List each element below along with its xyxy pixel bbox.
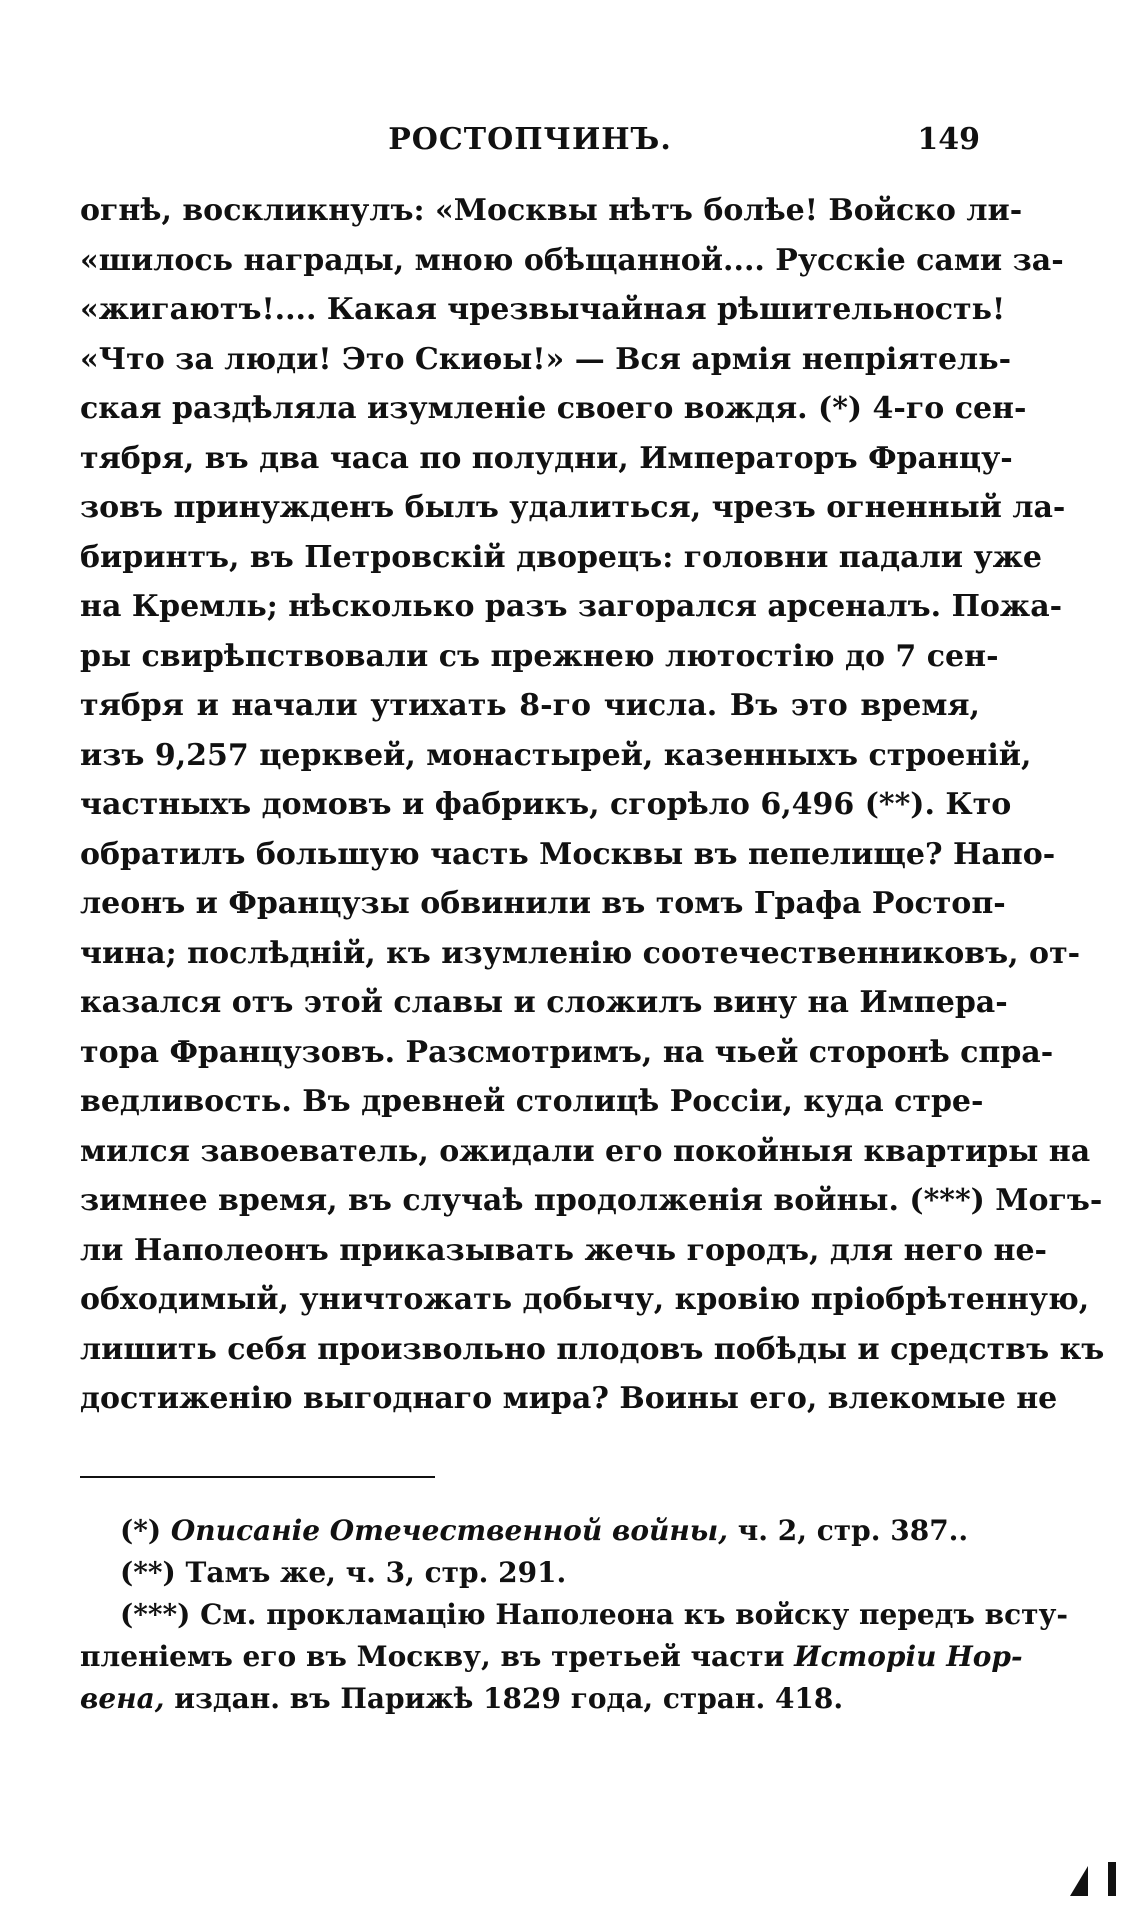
text-line: ры свирѣпствовали съ прежнею лютостію до 7 сен- bbox=[80, 638, 999, 674]
text-line: на Кремль; нѣсколько разъ загорался арсеналъ. Пожа- bbox=[80, 589, 1063, 624]
footnote-2-mark: (**) bbox=[120, 1556, 176, 1589]
text-line: тября и начали утихать 8-го числа. Въ это время, bbox=[80, 688, 980, 723]
text-line: обходимый, уничтожать добычу, кровію пріобрѣтенную, bbox=[80, 1282, 1090, 1317]
text-line: зовъ принужденъ былъ удалиться, чрезъ огненный ла- bbox=[80, 490, 1066, 525]
scan-corner-mark bbox=[1070, 1862, 1122, 1896]
page-number: 149 bbox=[917, 122, 980, 157]
text-line: зимнее время, въ случаѣ продолженія войны. (***) Могъ- bbox=[80, 1183, 1103, 1218]
text-line: ская раздѣляла изумленіе своего вождя. (*) 4-го сен- bbox=[80, 391, 1027, 426]
footnote-3-line-1: (***) См. прокламацію Наполеона къ войску передъ всту- bbox=[120, 1598, 1069, 1631]
footnote-1-rest: ч. 2, стр. 387.. bbox=[737, 1514, 969, 1547]
footnote-3-book-title: Исторіи Нор- bbox=[794, 1640, 1023, 1673]
body-text bbox=[80, 186, 1105, 1424]
text-line: тора Французовъ. Разсмотримъ, на чьей сторонѣ спра- bbox=[80, 1034, 1054, 1070]
running-title: РОСТОПЧИНЪ. bbox=[388, 122, 672, 157]
text-line: биринтъ, въ Петровскій дворецъ: головни падали уже bbox=[80, 539, 1043, 575]
text-line: «Что за люди! Это Скиѳы!» — Вся армія непріятель- bbox=[80, 341, 1012, 377]
text-line: чина; послѣдній, къ изумленію соотечественниковъ, от- bbox=[80, 935, 1081, 971]
footnote-3-line-2-text: пленіемъ его въ Москву, въ третьей части bbox=[80, 1640, 785, 1673]
text-line: обратилъ большую часть Москвы въ пепелище? Напо- bbox=[80, 836, 1056, 872]
text-line: лишить себя произвольно плодовъ побѣды и средствъ къ bbox=[80, 1331, 1105, 1367]
footnote-1 bbox=[80, 1510, 980, 1552]
footnote-3-line-3 bbox=[80, 1678, 980, 1720]
footnote-3-line-3-text: издан. въ Парижѣ 1829 года, стран. 418. bbox=[174, 1682, 844, 1715]
text-line: казался отъ этой славы и сложилъ вину на Импера- bbox=[80, 985, 1008, 1020]
footnote-1-mark: (*) bbox=[120, 1514, 162, 1547]
text-line: изъ 9,257 церквей, монастырей, казенныхъ строеній, bbox=[80, 737, 1032, 773]
text-line: достиженію выгоднаго мира? Воины его, влекомые не bbox=[80, 1381, 1058, 1416]
running-head bbox=[80, 122, 980, 162]
text-line: частныхъ домовъ и фабрикъ, сгорѣло 6,496 (**). Кто bbox=[80, 787, 1012, 822]
text-line: тября, въ два часа по полудни, Императоръ Францу- bbox=[80, 440, 1013, 476]
text-line: «жигаютъ!.... Какая чрезвычайная рѣшительность! bbox=[80, 292, 1006, 327]
text-line: мился завоеватель, ожидали его покойныя квартиры на bbox=[80, 1133, 1091, 1169]
text-line: ведливость. Въ древней столицѣ Россіи, куда стре- bbox=[80, 1084, 984, 1119]
footnote-2-text: Тамъ же, ч. 3, стр. 291. bbox=[185, 1556, 567, 1589]
text-line: огнѣ, воскликнулъ: «Москвы нѣтъ болѣе! Войско ли- bbox=[80, 193, 1023, 228]
footnote-3-line-2 bbox=[80, 1636, 1023, 1678]
footnote-rule bbox=[80, 1476, 435, 1478]
footnote-3-book-title-end: вена, bbox=[80, 1682, 165, 1715]
footnote-1-title: Описаніе Отечественной войны, bbox=[170, 1514, 729, 1547]
footnotes bbox=[80, 1510, 1069, 1720]
footnote-2 bbox=[80, 1552, 980, 1594]
text-line: леонъ и Французы обвинили въ томъ Графа Ростоп- bbox=[80, 886, 1006, 921]
text-line: «шилось награды, мною обѣщанной.... Русскіе сами за- bbox=[80, 242, 1064, 278]
text-line: ли Наполеонъ приказывать жечь городъ, для него не- bbox=[80, 1232, 1048, 1268]
